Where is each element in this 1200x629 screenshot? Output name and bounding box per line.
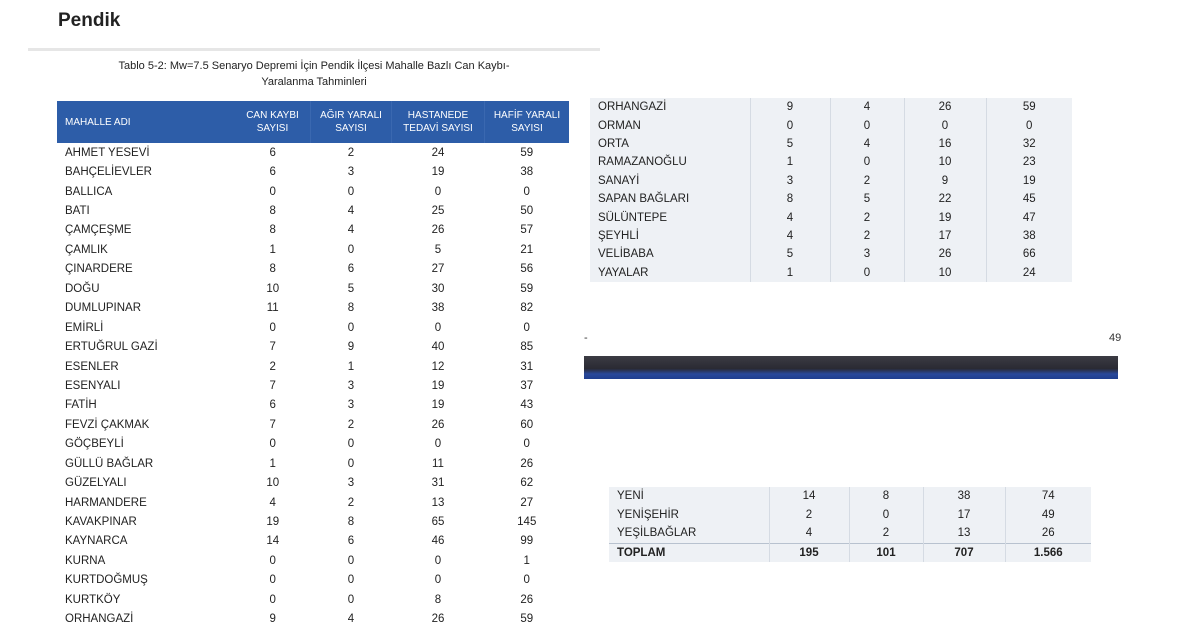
value-cell: 85 xyxy=(520,341,534,354)
value-cell: 0 xyxy=(830,153,904,171)
mahalle-name-cell: ORHANGAZİ xyxy=(65,613,134,626)
value-cell: 9 xyxy=(269,613,276,626)
value-cell: 1 xyxy=(269,457,276,470)
table-row xyxy=(57,396,569,415)
mahalle-name-cell: ERTUĞRUL GAZİ xyxy=(65,341,158,354)
total-value-cell: 1.566 xyxy=(1005,543,1091,562)
value-cell: 82 xyxy=(520,302,534,315)
value-cell: 30 xyxy=(431,282,445,295)
mahalle-name-cell: RAMAZANOĞLU xyxy=(598,156,687,169)
value-cell: 0 xyxy=(904,116,986,134)
value-cell: 99 xyxy=(520,535,534,548)
value-cell: 0 xyxy=(434,574,442,587)
table-row xyxy=(590,153,1072,171)
value-cell: 0 xyxy=(347,243,355,256)
value-cell: 12 xyxy=(431,360,445,373)
table-row xyxy=(590,190,1072,208)
table-row xyxy=(57,201,569,220)
value-cell: 40 xyxy=(431,341,445,354)
table-row xyxy=(57,143,569,162)
final-table-panel xyxy=(609,487,1091,562)
mahalle-name-cell: YENİŞEHİR xyxy=(617,508,679,521)
value-cell: 24 xyxy=(431,146,445,159)
value-cell: 37 xyxy=(520,379,534,392)
value-cell: 4 xyxy=(347,613,355,626)
value-cell: 17 xyxy=(904,227,986,245)
value-cell: 26 xyxy=(1005,524,1091,543)
value-cell: 0 xyxy=(347,554,355,567)
value-cell: 2 xyxy=(769,506,849,525)
total-label-cell: TOPLAM xyxy=(609,543,769,562)
table-row xyxy=(590,227,1072,245)
value-cell: 10 xyxy=(904,264,986,282)
value-cell: 6 xyxy=(269,399,276,412)
top-rule xyxy=(28,48,600,51)
value-cell: 1 xyxy=(750,153,830,171)
table-row xyxy=(57,299,569,318)
value-cell: 0 xyxy=(269,321,276,334)
value-cell: 7 xyxy=(269,379,276,392)
value-cell: 7 xyxy=(269,418,276,431)
mahalle-name-cell: YEŞİLBAĞLAR xyxy=(617,527,697,540)
mahalle-name-cell: KAYNARCA xyxy=(65,535,128,548)
value-cell: 0 xyxy=(434,185,442,198)
total-value-cell: 195 xyxy=(769,543,849,562)
table-row xyxy=(590,116,1072,134)
mahalle-name-cell: ESENYALI xyxy=(65,379,121,392)
mahalle-name-cell: FATİH xyxy=(65,399,97,412)
table-row xyxy=(590,208,1072,226)
table-row xyxy=(57,415,569,434)
total-value-cell: 707 xyxy=(923,543,1005,562)
value-cell: 4 xyxy=(347,224,355,237)
value-cell: 0 xyxy=(347,321,355,334)
value-cell: 19 xyxy=(904,208,986,226)
value-cell: 26 xyxy=(431,224,445,237)
mahalle-name-cell: ŞEYHLİ xyxy=(598,229,639,242)
table-row xyxy=(57,318,569,337)
mahalle-name-cell: ORHANGAZİ xyxy=(598,101,667,114)
casualty-table xyxy=(57,101,569,629)
value-cell: 0 xyxy=(347,438,355,451)
value-cell: 6 xyxy=(347,535,355,548)
table-row xyxy=(57,376,569,395)
footer-band xyxy=(584,356,1118,379)
table-row xyxy=(57,240,569,259)
value-cell: 27 xyxy=(431,263,445,276)
value-cell: 3 xyxy=(347,399,355,412)
value-cell: 4 xyxy=(830,98,904,116)
table-row xyxy=(57,162,569,181)
mahalle-name-cell: KAVAKPINAR xyxy=(65,516,137,529)
value-cell: 0 xyxy=(523,185,530,198)
table-row xyxy=(57,221,569,240)
continued-table-panel xyxy=(590,98,1072,282)
value-cell: 2 xyxy=(830,227,904,245)
value-cell: 0 xyxy=(269,185,276,198)
value-cell: 14 xyxy=(266,535,280,548)
mahalle-name-cell: YAYALAR xyxy=(598,266,649,279)
value-cell: 8 xyxy=(269,263,276,276)
value-cell: 0 xyxy=(269,554,276,567)
value-cell: 46 xyxy=(431,535,445,548)
value-cell: 17 xyxy=(923,506,1005,525)
table-row xyxy=(57,454,569,473)
value-cell: 60 xyxy=(520,418,534,431)
value-cell: 3 xyxy=(830,245,904,263)
value-cell: 0 xyxy=(750,116,830,134)
value-cell: 0 xyxy=(269,593,276,606)
value-cell: 13 xyxy=(431,496,445,509)
value-cell: 5 xyxy=(347,282,355,295)
mahalle-name-cell: DOĞU xyxy=(65,282,100,295)
caption-line-1: Tablo 5-2: Mw=7.5 Senaryo Depremi İçin Pendik İlçesi Mahalle Bazlı Can Kaybı- xyxy=(118,60,510,72)
mahalle-name-cell: BATI xyxy=(65,205,90,218)
value-cell: 9 xyxy=(347,341,355,354)
value-cell: 27 xyxy=(520,496,534,509)
value-cell: 11 xyxy=(266,302,279,315)
header-agir-yarali: AĞIR YARALI SAYISI xyxy=(311,101,392,143)
mahalle-name-cell: ORTA xyxy=(598,137,629,150)
value-cell: 3 xyxy=(347,379,355,392)
table-row xyxy=(57,532,569,551)
value-cell: 2 xyxy=(269,360,276,373)
value-cell: 0 xyxy=(347,185,355,198)
value-cell: 22 xyxy=(904,190,986,208)
table-row xyxy=(57,551,569,570)
value-cell: 65 xyxy=(431,516,445,529)
table-row xyxy=(57,493,569,512)
final-table-body xyxy=(609,487,1091,562)
table-row xyxy=(590,245,1072,263)
value-cell: 6 xyxy=(269,166,276,179)
table-row xyxy=(57,610,569,629)
value-cell: 24 xyxy=(986,264,1072,282)
value-cell: 50 xyxy=(520,205,534,218)
value-cell: 26 xyxy=(431,613,445,626)
value-cell: 10 xyxy=(266,477,280,490)
mahalle-name-cell: ORMAN xyxy=(598,119,641,132)
header-hastanede-tedavi: HASTANEDE TEDAVİ SAYISI xyxy=(392,101,485,143)
mahalle-name-cell: DUMLUPINAR xyxy=(65,302,142,315)
value-cell: 3 xyxy=(347,166,355,179)
value-cell: 10 xyxy=(904,153,986,171)
page-number: 49 xyxy=(1109,332,1122,344)
value-cell: 3 xyxy=(750,172,830,190)
table-row xyxy=(590,135,1072,153)
value-cell: 62 xyxy=(520,477,534,490)
total-value-cell: 101 xyxy=(849,543,923,562)
mahalle-name-cell: ÇAMÇEŞME xyxy=(65,224,132,237)
value-cell: 4 xyxy=(750,227,830,245)
value-cell: 38 xyxy=(923,487,1005,506)
value-cell: 38 xyxy=(520,166,534,179)
value-cell: 14 xyxy=(769,487,849,506)
value-cell: 4 xyxy=(269,496,276,509)
value-cell: 0 xyxy=(523,574,530,587)
value-cell: 31 xyxy=(520,360,534,373)
value-cell: 8 xyxy=(347,516,355,529)
value-cell: 0 xyxy=(434,438,442,451)
value-cell: 2 xyxy=(347,418,355,431)
mahalle-name-cell: ÇAMLIK xyxy=(65,243,108,256)
value-cell: 23 xyxy=(986,153,1072,171)
mahalle-name-cell: KURTKÖY xyxy=(65,593,121,606)
mahalle-name-cell: AHMET YESEVİ xyxy=(65,146,150,159)
value-cell: 11 xyxy=(432,457,444,470)
mahalle-name-cell: KURTDOĞMUŞ xyxy=(65,574,148,587)
mahalle-name-cell: YENİ xyxy=(617,490,644,503)
table-caption xyxy=(60,58,568,90)
mahalle-name-cell: HARMANDERE xyxy=(65,496,147,509)
table-row xyxy=(57,279,569,298)
value-cell: 2 xyxy=(830,208,904,226)
value-cell: 5 xyxy=(434,243,442,256)
value-cell: 13 xyxy=(923,524,1005,543)
value-cell: 19 xyxy=(431,166,445,179)
main-table-body xyxy=(57,143,569,629)
value-cell: 4 xyxy=(830,135,904,153)
value-cell: 1 xyxy=(523,554,530,567)
value-cell: 5 xyxy=(750,245,830,263)
value-cell: 10 xyxy=(266,282,280,295)
table-row xyxy=(590,264,1072,282)
value-cell: 38 xyxy=(431,302,445,315)
value-cell: 0 xyxy=(347,593,355,606)
table-row xyxy=(609,487,1091,506)
mahalle-name-cell: SAPAN BAĞLARI xyxy=(598,193,690,206)
value-cell: 8 xyxy=(347,302,355,315)
value-cell: 0 xyxy=(434,321,442,334)
value-cell: 74 xyxy=(1005,487,1091,506)
table-row xyxy=(590,98,1072,116)
mahalle-name-cell: GÖÇBEYLİ xyxy=(65,438,124,451)
table-row xyxy=(57,473,569,492)
value-cell: 8 xyxy=(849,487,923,506)
value-cell: 9 xyxy=(904,172,986,190)
mahalle-name-cell: ESENLER xyxy=(65,360,119,373)
value-cell: 1 xyxy=(269,243,276,256)
value-cell: 2 xyxy=(347,146,355,159)
mahalle-name-cell: BAHÇELİEVLER xyxy=(65,166,152,179)
value-cell: 0 xyxy=(347,457,355,470)
table-row xyxy=(57,337,569,356)
value-cell: 8 xyxy=(750,190,830,208)
value-cell: 8 xyxy=(269,205,276,218)
value-cell: 6 xyxy=(347,263,355,276)
value-cell: 43 xyxy=(520,399,534,412)
mahalle-name-cell: SÜLÜNTEPE xyxy=(598,211,668,224)
value-cell: 45 xyxy=(986,190,1072,208)
value-cell: 57 xyxy=(520,224,534,237)
value-cell: 0 xyxy=(269,438,276,451)
value-cell: 1 xyxy=(347,360,355,373)
table-row xyxy=(57,512,569,531)
value-cell: 4 xyxy=(769,524,849,543)
mahalle-name-cell: GÜZELYALI xyxy=(65,477,127,490)
value-cell: 38 xyxy=(986,227,1072,245)
page-heading: Pendik xyxy=(58,10,121,31)
value-cell: 0 xyxy=(830,264,904,282)
value-cell: 0 xyxy=(269,574,276,587)
mahalle-name-cell: EMİRLİ xyxy=(65,321,104,334)
value-cell: 16 xyxy=(904,135,986,153)
value-cell: 47 xyxy=(986,208,1072,226)
table-row xyxy=(57,435,569,454)
value-cell: 4 xyxy=(347,205,355,218)
value-cell: 19 xyxy=(431,379,445,392)
value-cell: 5 xyxy=(750,135,830,153)
value-cell: 32 xyxy=(986,135,1072,153)
value-cell: 8 xyxy=(269,224,276,237)
value-cell: 49 xyxy=(1005,506,1091,525)
value-cell: 26 xyxy=(520,457,534,470)
value-cell: 19 xyxy=(431,399,445,412)
value-cell: 4 xyxy=(750,208,830,226)
table-row xyxy=(57,590,569,609)
mahalle-name-cell: KURNA xyxy=(65,554,106,567)
value-cell: 59 xyxy=(520,146,534,159)
value-cell: 0 xyxy=(849,506,923,525)
value-cell: 59 xyxy=(520,613,534,626)
value-cell: 7 xyxy=(269,341,276,354)
value-cell: 5 xyxy=(830,190,904,208)
value-cell: 0 xyxy=(986,116,1072,134)
value-cell: 19 xyxy=(266,516,280,529)
mahalle-name-cell: GÜLLÜ BAĞLAR xyxy=(65,457,154,470)
value-cell: 21 xyxy=(520,243,534,256)
mahalle-name-cell: FEVZİ ÇAKMAK xyxy=(65,418,150,431)
value-cell: 66 xyxy=(986,245,1072,263)
header-mahalle: MAHALLE ADI xyxy=(57,101,235,143)
value-cell: 0 xyxy=(830,116,904,134)
value-cell: 26 xyxy=(520,593,534,606)
value-cell: 2 xyxy=(830,172,904,190)
table-row xyxy=(590,172,1072,190)
value-cell: 26 xyxy=(904,245,986,263)
mahalle-name-cell: VELİBABA xyxy=(598,248,654,261)
value-cell: 1 xyxy=(750,264,830,282)
value-cell: 25 xyxy=(431,205,445,218)
table-row xyxy=(57,260,569,279)
header-can-kaybi: CAN KAYBI SAYISI xyxy=(235,101,311,143)
value-cell: 59 xyxy=(520,282,534,295)
total-row xyxy=(609,543,1091,562)
value-cell: 0 xyxy=(347,574,355,587)
mahalle-name-cell: BALLICA xyxy=(65,185,113,198)
value-cell: 0 xyxy=(434,554,442,567)
table-row xyxy=(57,182,569,201)
mahalle-name-cell: ÇINARDERE xyxy=(65,263,133,276)
value-cell: 0 xyxy=(523,438,530,451)
page-dash: - xyxy=(584,332,588,344)
value-cell: 8 xyxy=(434,593,442,606)
value-cell: 0 xyxy=(523,321,530,334)
continued-table-body xyxy=(590,98,1072,282)
value-cell: 19 xyxy=(986,172,1072,190)
value-cell: 26 xyxy=(431,418,445,431)
value-cell: 145 xyxy=(517,516,537,529)
value-cell: 6 xyxy=(269,146,276,159)
caption-line-2: Yaralanma Tahminleri xyxy=(261,76,367,88)
value-cell: 31 xyxy=(431,477,445,490)
value-cell: 2 xyxy=(849,524,923,543)
table-row xyxy=(609,524,1091,543)
value-cell: 3 xyxy=(347,477,355,490)
value-cell: 59 xyxy=(986,98,1072,116)
table-row xyxy=(57,357,569,376)
table-header-row xyxy=(57,101,569,143)
value-cell: 26 xyxy=(904,98,986,116)
table-row xyxy=(57,571,569,590)
value-cell: 9 xyxy=(750,98,830,116)
header-hafif-yarali: HAFİF YARALI SAYISI xyxy=(485,101,570,143)
value-cell: 56 xyxy=(520,263,534,276)
mahalle-name-cell: SANAYİ xyxy=(598,174,640,187)
table-row xyxy=(609,506,1091,525)
value-cell: 2 xyxy=(347,496,355,509)
